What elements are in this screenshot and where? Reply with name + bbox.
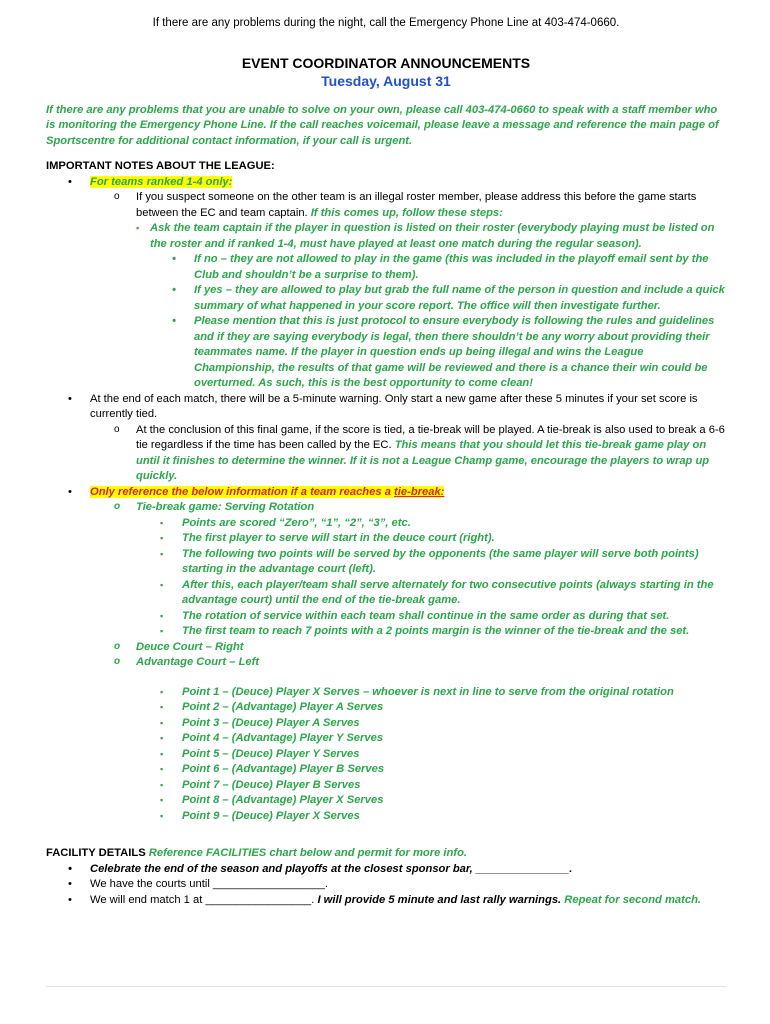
final-game-text: At the conclusion of this final game, if the score is tied, a tie-break will be played. A tie-break is also used to break a 6-6 tie regardless if the time has been called by the EC. [136, 423, 725, 451]
celebrate-text: Celebrate the end of the season and playoffs at the closest sponsor bar, _______________. [90, 862, 573, 875]
ask-captain-text: Ask the team captain if the player in question is listed on their roster (everybody playing must be listed on the roster and if ranked 1-4, must have played at least one match during the regular season). [150, 222, 715, 250]
ranked-label: For teams ranked 1-4 only: [90, 175, 233, 188]
list-item: ▪ The rotation of service within each team shall continue in the same order as during that set. [136, 609, 726, 625]
bottom-divider [46, 986, 726, 987]
top-notice: If there are any problems during the night, call the Emergency Phone Line at 403-474-0660. [152, 17, 620, 29]
list-item: • We will end match 1 at _________________. I will provide 5 minute and last rally warnings. Repeat for second match. [46, 893, 726, 909]
list-item: ▪ Point 4 – (Advantage) Player Y Serves [136, 731, 726, 747]
end-match-text: At the end of each match, there will be a 5-minute warning. Only start a new game after these 5 minutes if your set score is currently tied. [90, 392, 698, 420]
if-yes-text: If yes – they are allowed to play but grab the full name of the person in question and include a quick summary of what happened in your score report. The office will then investigate further. [194, 284, 725, 312]
list-item: ▪ The first player to serve will start in the deuce court (right). [136, 531, 726, 547]
list-item: ▪ Point 6 – (Advantage) Player B Serves [136, 762, 726, 778]
list-item: ▪ The first team to reach 7 points with a 2 points margin is the winner of the tie-break and the set. [136, 624, 726, 640]
list-item [150, 314, 726, 392]
list-item: ▪ Point 7 – (Deuce) Player B Serves [136, 778, 726, 794]
final-game-green: This means that you should let this tie-break game play on until it finishes to determine the winner. If it is not a League Champ game, encourage the players to wrap up quickly. [136, 439, 710, 482]
rules-list [136, 516, 726, 640]
list-item: ▪ Point 1 – (Deuce) Player X Serves – whoever is next in line to serve from the original rotation [136, 685, 726, 701]
list-item: ▪ Point 3 – (Deuce) Player A Serves [136, 716, 726, 732]
list-item [90, 423, 726, 485]
repeat-text: Repeat for second match. [564, 893, 702, 906]
warnings-text: I will provide 5 minute and last rally warnings [317, 893, 559, 906]
list-item [46, 877, 726, 893]
facility-list [46, 862, 726, 909]
list-item [46, 485, 726, 825]
list-item [90, 190, 726, 392]
facility-section [46, 846, 726, 908]
list-item [90, 655, 726, 824]
list-item [46, 862, 726, 878]
list-item [46, 175, 726, 392]
if-no-text: If no – they are not allowed to play in the game (this was included in the playoff email sent by the Club and shouldn’t be a surprise to them). [194, 253, 709, 281]
intro-paragraph: If there are any problems that you are unable to solve on your own, please call 403-474-0660 to speak with a staff member who is monitoring the Emergency Phone Line. If the call reaches voicemail, please leave a message and reference the main page of Sportscentre for additional contact information, if your call is urgent. [46, 103, 719, 147]
deuce-court: Deuce Court – Right [136, 640, 244, 653]
notes-heading: IMPORTANT NOTES ABOUT THE LEAGUE: [46, 160, 275, 172]
courts-text: We have the courts until __________________. [90, 878, 329, 890]
protocol-text: Please mention that this is just protocol to ensure everybody is following the rules and guidelines and if they are saying everybody is legal, then there shouldn’t be any worry about providing their teammates name. If the player in question ends up being illegal and wins the League Championship, the results of that game will be reviewed and there is a chance their win could be overturned. As such, this is the best opportunity to come clean! [194, 315, 715, 389]
facility-heading-line [46, 846, 726, 862]
list-item: ▪ Point 8 – (Advantage) Player X Serves [136, 793, 726, 809]
list-item: ▪ Points are scored “Zero”, “1”, “2”, “3”, etc. [136, 516, 726, 532]
list-item: ▪ Point 9 – (Deuce) Player X Serves [136, 809, 726, 825]
suspect-text: If you suspect someone on the other team is an illegal roster member, please address this before the game starts between the EC and team captain. [136, 191, 697, 219]
list-item [136, 221, 726, 392]
list-item [90, 640, 726, 656]
points-list [136, 685, 726, 825]
suspect-green: If this comes up, follow these steps: [310, 206, 503, 219]
page-title: EVENT COORDINATOR ANNOUNCEMENTS [241, 54, 531, 71]
list-item [46, 392, 726, 485]
list-item [90, 500, 726, 640]
page-date: Tuesday, August 31 [321, 72, 451, 89]
facility-heading: FACILITY DETAILS [46, 847, 146, 859]
notes-list [46, 175, 726, 825]
serving-rotation: Tie-break game: Serving Rotation [136, 501, 315, 513]
list-item [150, 252, 726, 283]
list-item [150, 283, 726, 314]
list-item: ▪ After this, each player/team shall serve alternately for two consecutive points (always starting in the advantage court) until the end of the tie-break game. [136, 578, 726, 609]
facility-reference: Reference FACILITIES chart below and permit for more info. [148, 847, 468, 859]
tiebreak-word: tie-break: [394, 485, 445, 498]
list-item: ▪ Point 2 – (Advantage) Player A Serves [136, 700, 726, 716]
list-item: ▪ Point 5 – (Deuce) Player Y Serves [136, 747, 726, 763]
tiebreak-label: Only reference the below information if a team reaches a tie-break: [90, 485, 445, 498]
list-item: ▪ The following two points will be served by the opponents (the same player will serve both points) starting in the advantage court (left). [136, 547, 726, 578]
end-match-1-text: We will end match 1 at _________________. [90, 893, 315, 906]
advantage-court: Advantage Court – Left [136, 656, 260, 668]
